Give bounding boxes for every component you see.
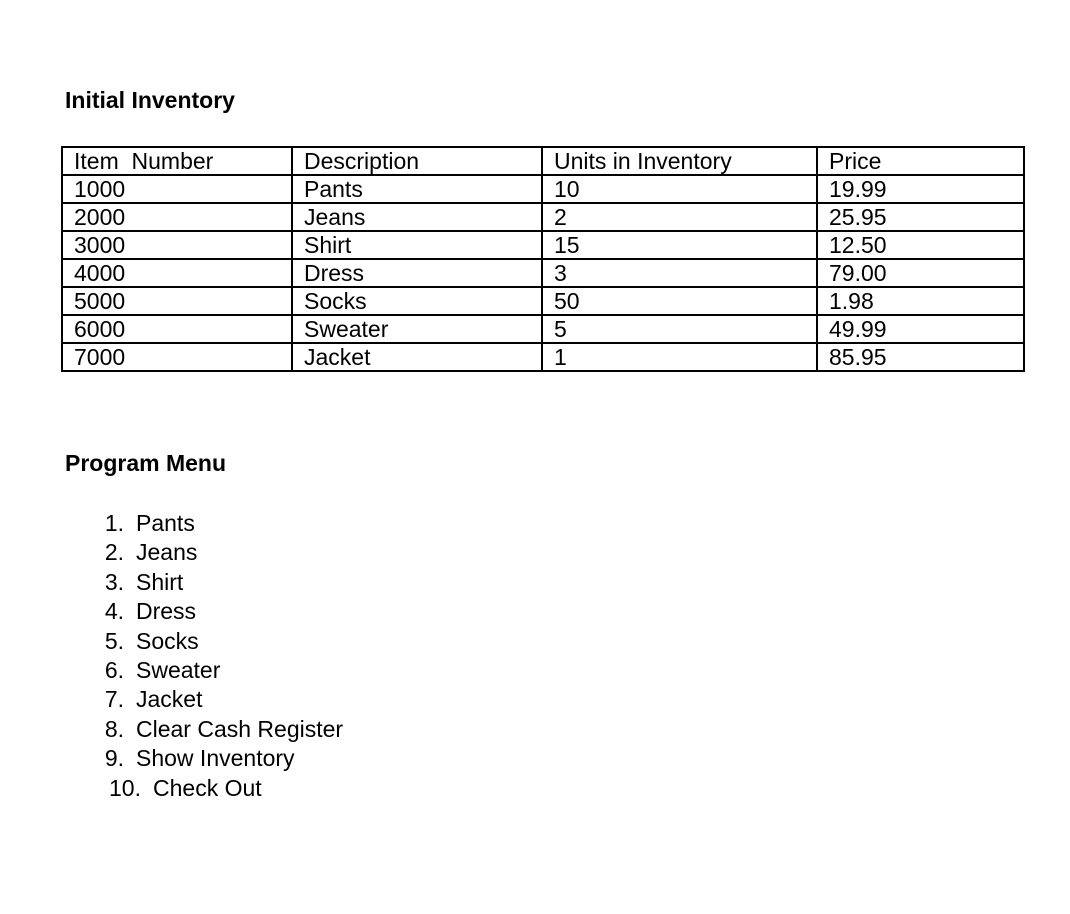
menu-item-label: Jeans — [136, 539, 198, 566]
inventory-table — [61, 146, 1025, 372]
menu-item-label: Dress — [136, 598, 197, 625]
menu-item-number: 4. — [104, 598, 124, 625]
cell-description: Socks — [292, 287, 542, 315]
cell-description: Sweater — [292, 315, 542, 343]
table-row — [62, 259, 1024, 287]
menu-item-number: 9. — [104, 745, 124, 772]
cell-units: 1 — [542, 343, 817, 371]
table-row — [62, 315, 1024, 343]
cell-item-number: 4000 — [62, 259, 292, 287]
menu-item-label: Clear Cash Register — [136, 715, 344, 742]
menu-item-label: Sweater — [136, 656, 221, 683]
column-header-units: Units in Inventory — [542, 147, 817, 175]
cell-item-number: 3000 — [62, 231, 292, 259]
cell-item-number: 7000 — [62, 343, 292, 371]
cell-description: Jacket — [292, 343, 542, 371]
column-header-description: Description — [292, 147, 542, 175]
cell-item-number: 6000 — [62, 315, 292, 343]
cell-price: 1.98 — [817, 287, 1024, 315]
inventory-heading: Initial Inventory — [65, 87, 235, 113]
menu-item-label: Show Inventory — [136, 745, 295, 772]
cell-description: Jeans — [292, 203, 542, 231]
table-row — [62, 175, 1024, 203]
cell-price: 85.95 — [817, 343, 1024, 371]
column-header-price: Price — [817, 147, 1024, 175]
menu-item-label: Shirt — [136, 568, 184, 595]
menu-item-number: 5. — [104, 627, 124, 654]
cell-units: 10 — [542, 175, 817, 203]
column-header-item-number: Item Number — [62, 147, 292, 175]
menu-item-number: 6. — [104, 656, 124, 683]
cell-units: 3 — [542, 259, 817, 287]
table-header-row — [62, 147, 1024, 175]
cell-price: 25.95 — [817, 203, 1024, 231]
cell-units: 5 — [542, 315, 817, 343]
cell-price: 12.50 — [817, 231, 1024, 259]
cell-description: Shirt — [292, 231, 542, 259]
table-row — [62, 287, 1024, 315]
menu-item-label: Check Out — [153, 774, 262, 801]
table-row — [62, 231, 1024, 259]
cell-units: 15 — [542, 231, 817, 259]
cell-description: Dress — [292, 259, 542, 287]
program-menu-heading: Program Menu — [65, 450, 227, 476]
cell-price: 49.99 — [817, 315, 1024, 343]
menu-item-label: Pants — [136, 510, 195, 536]
menu-item-label: Socks — [136, 627, 199, 654]
cell-item-number: 1000 — [62, 175, 292, 203]
cell-units: 50 — [542, 287, 817, 315]
menu-item-label: Jacket — [136, 686, 203, 713]
menu-item-number: 7. — [104, 686, 124, 713]
cell-item-number: 5000 — [62, 287, 292, 315]
cell-price: 19.99 — [817, 175, 1024, 203]
menu-item-number: 3. — [104, 568, 124, 595]
cell-description: Pants — [292, 175, 542, 203]
table-row — [62, 343, 1024, 371]
menu-item-number: 8. — [104, 715, 124, 742]
menu-item-number: 1. — [104, 510, 124, 536]
cell-item-number: 2000 — [62, 203, 292, 231]
cell-units: 2 — [542, 203, 817, 231]
cell-price: 79.00 — [817, 259, 1024, 287]
table-row — [62, 203, 1024, 231]
menu-item-number: 10. — [109, 774, 141, 801]
menu-item-number: 2. — [104, 539, 124, 566]
